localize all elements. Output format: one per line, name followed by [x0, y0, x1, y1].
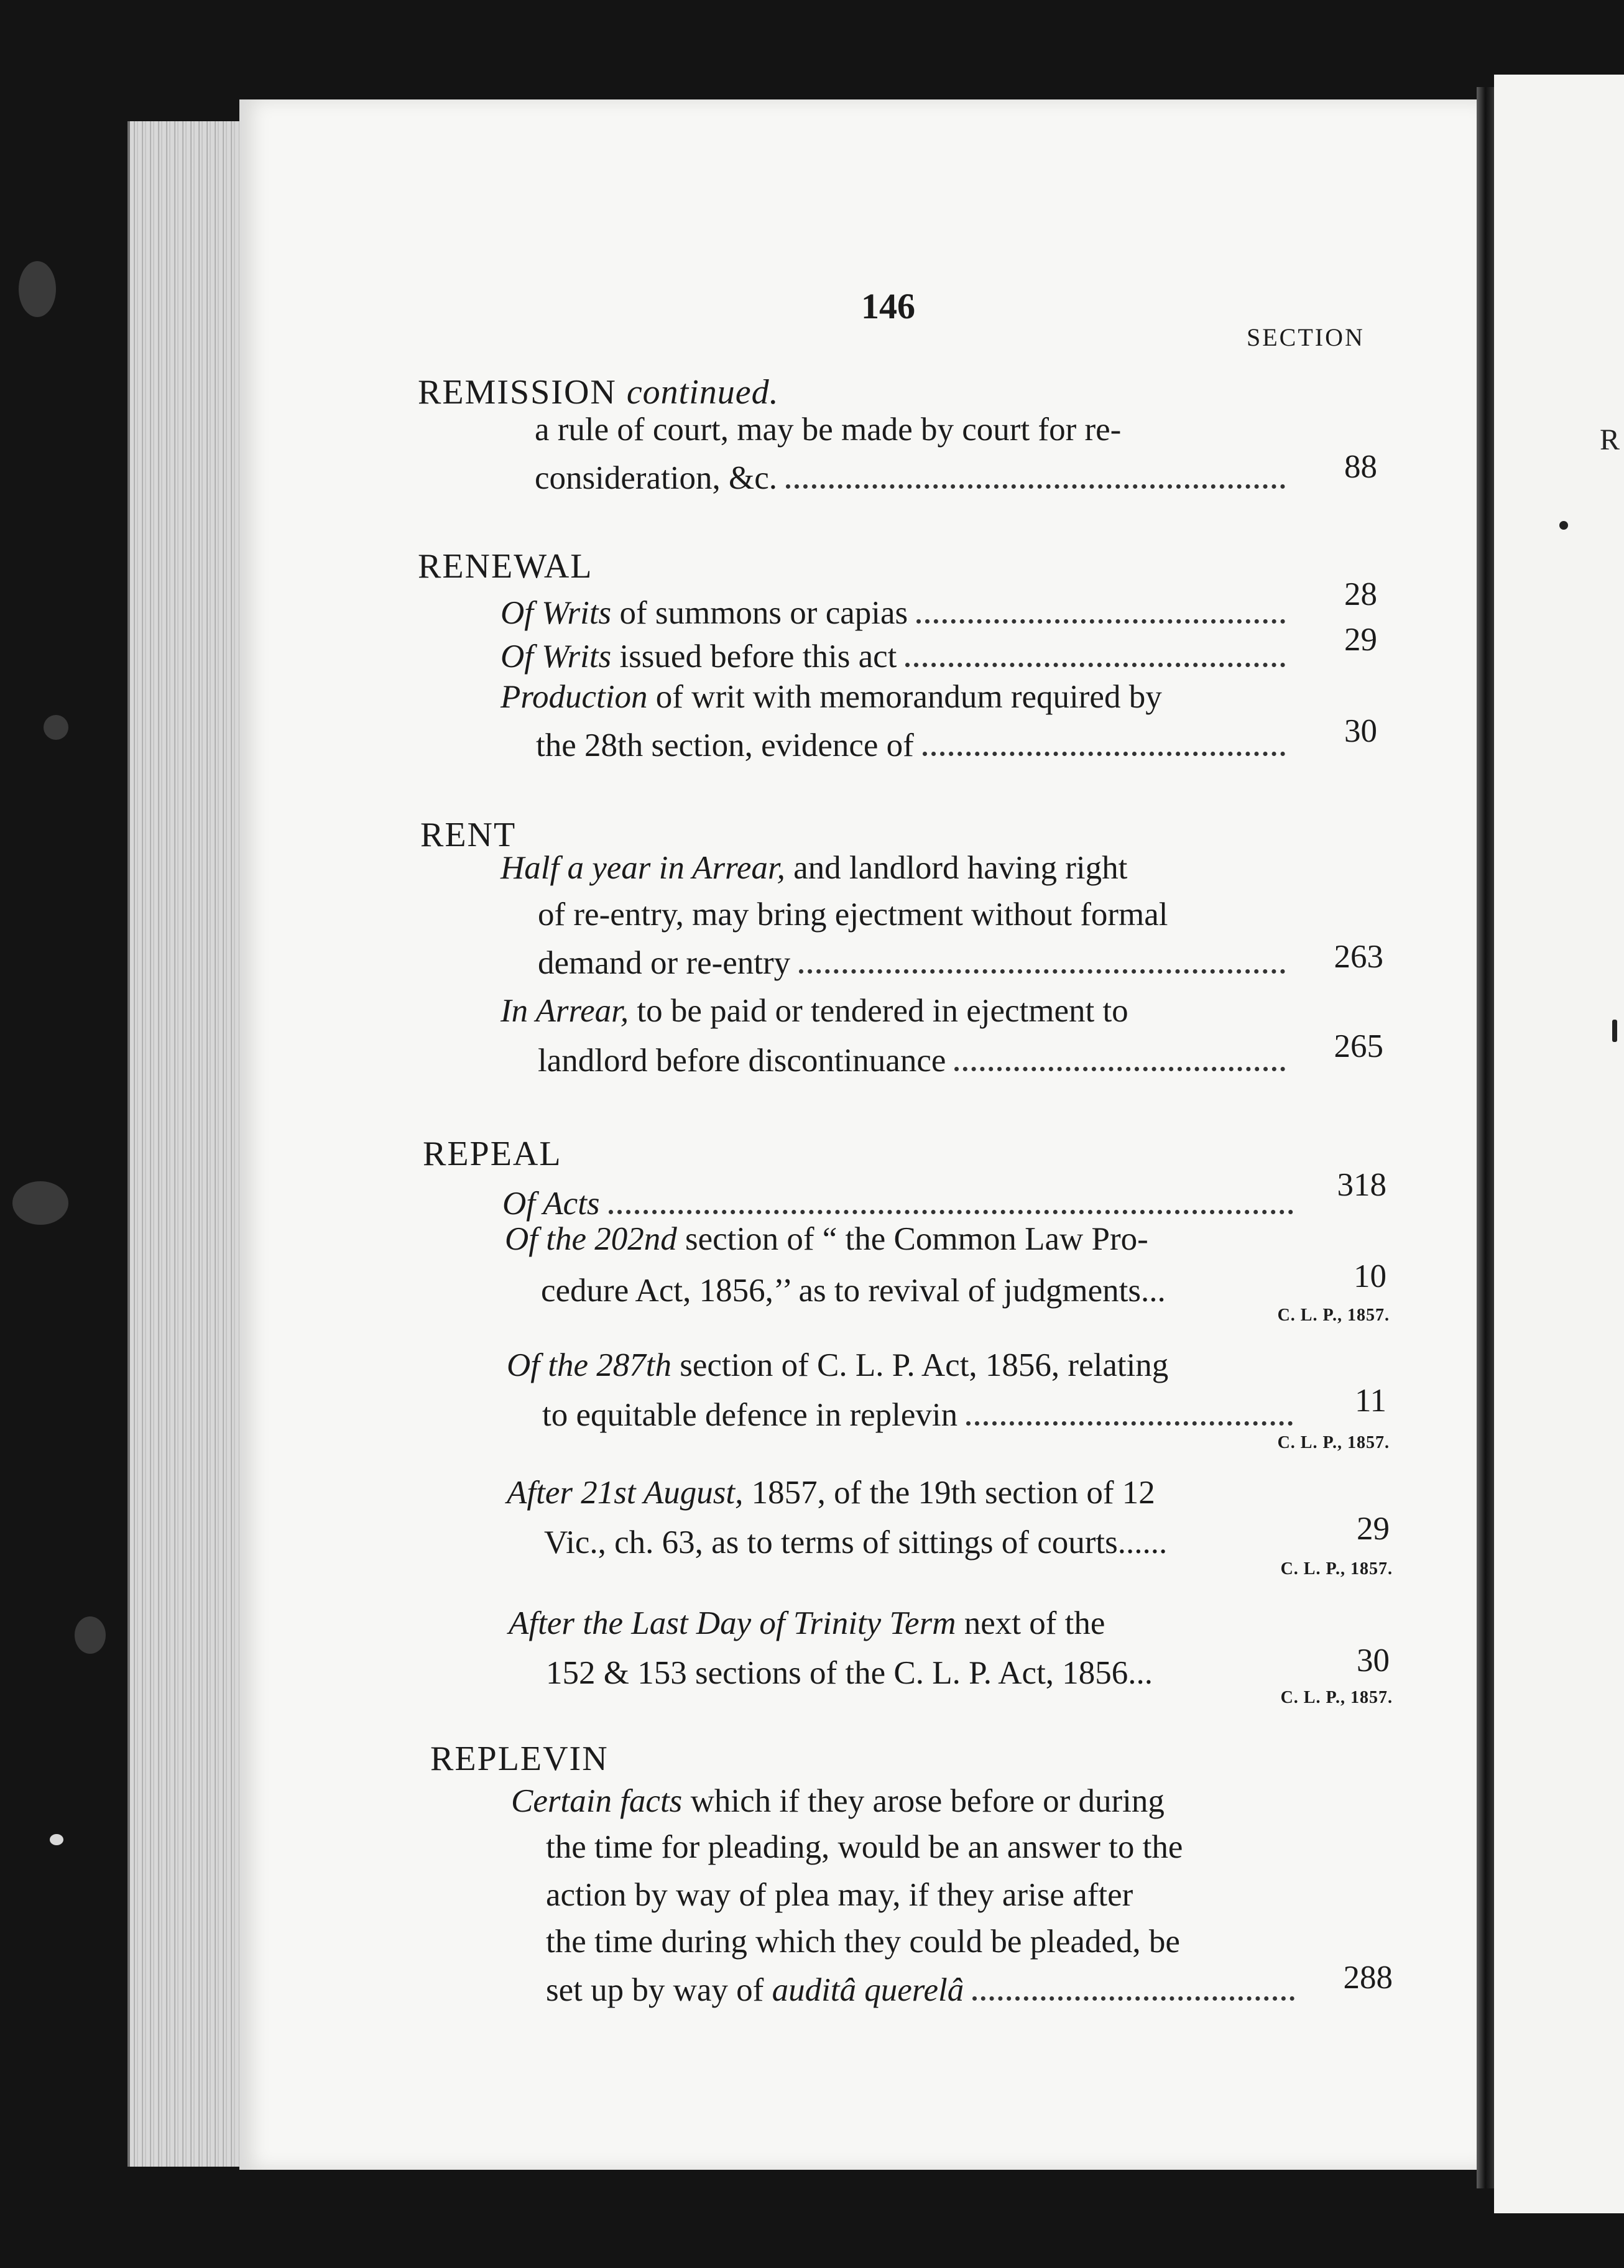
heading-remission — [418, 373, 779, 412]
entry-line: the 28th section, evidence of — [536, 726, 1296, 765]
entry-line: cedure Act, 1856,’’ as to revival of judgments... — [541, 1273, 1166, 1309]
entry-line: Of the 287th section of C. L. P. Act, 1856, relating — [507, 1347, 1169, 1383]
statute-citation: C. L. P., 1857. — [1280, 1559, 1393, 1579]
heading-replevin: REPLEVIN — [430, 1740, 609, 1778]
entry-line: After the Last Day of Trinity Term next of the — [509, 1605, 1105, 1641]
heading-repeal: REPEAL — [423, 1135, 562, 1173]
section-number: 11 — [1354, 1383, 1386, 1419]
entry-line: consideration, &c. — [535, 459, 1296, 497]
heading-rent: RENT — [420, 816, 517, 854]
statute-citation: C. L. P., 1857. — [1280, 1688, 1393, 1707]
section-column-label: SECTION — [1247, 323, 1365, 351]
section-number: 28 — [1344, 576, 1377, 612]
statute-citation: C. L. P., 1857. — [1277, 1306, 1390, 1325]
entry-line: action by way of plea may, if they arise after — [546, 1877, 1133, 1913]
entry-line: Of Writs of summons or capias — [501, 594, 1296, 632]
section-number: 29 — [1344, 622, 1377, 658]
entry-line: to equitable defence in replevin — [542, 1396, 1304, 1434]
section-number: 318 — [1337, 1167, 1386, 1203]
page-number: 146 — [861, 286, 915, 326]
entry-line: Of Acts — [502, 1184, 1304, 1223]
entry-line: set up by way of auditâ querelâ — [546, 1971, 1306, 2009]
section-number: 288 — [1343, 1960, 1393, 1996]
entry-line: of re-entry, may bring ejectment without formal — [538, 897, 1168, 933]
section-number: 29 — [1357, 1511, 1390, 1547]
entry-line: Half a year in Arrear, and landlord having right — [501, 850, 1128, 886]
heading-renewal: RENEWAL — [418, 547, 593, 586]
entry-line: demand or re-entry — [538, 944, 1296, 982]
statute-citation: C. L. P., 1857. — [1277, 1433, 1390, 1452]
entry-line: Vic., ch. 63, as to terms of sittings of courts...... — [544, 1524, 1168, 1560]
section-number: 30 — [1344, 713, 1377, 749]
entry-line: Of Writs issued before this act — [501, 637, 1296, 676]
entry-line: In Arrear, to be paid or tendered in ejectment to — [501, 993, 1128, 1029]
section-number: 88 — [1344, 449, 1377, 485]
entry-line: a rule of court, may be made by court for re- — [535, 412, 1122, 448]
entry-line: landlord before discontinuance — [538, 1041, 1296, 1080]
entry-line: 152 & 153 sections of the C. L. P. Act, 1856... — [546, 1655, 1153, 1691]
section-number: 263 — [1334, 939, 1383, 975]
section-number: 10 — [1354, 1258, 1386, 1294]
entry-line: the time during which they could be pleaded, be — [546, 1924, 1180, 1960]
entry-line: Of the 202nd section of “ the Common Law Pro- — [505, 1221, 1148, 1257]
facing-page-fragment: R — [1600, 423, 1620, 456]
entry-line: the time for pleading, would be an answer to the — [546, 1829, 1183, 1865]
entry-line: Certain facts which if they arose before or during — [511, 1783, 1165, 1819]
entry-line: Production of writ with memorandum required by — [501, 679, 1162, 715]
heading-text: REMISSION — [418, 373, 617, 412]
section-number: 265 — [1334, 1028, 1383, 1064]
heading-suffix: continued. — [626, 373, 779, 412]
section-number: 30 — [1357, 1643, 1390, 1679]
entry-line: After 21st August, 1857, of the 19th section of 12 — [507, 1475, 1155, 1511]
